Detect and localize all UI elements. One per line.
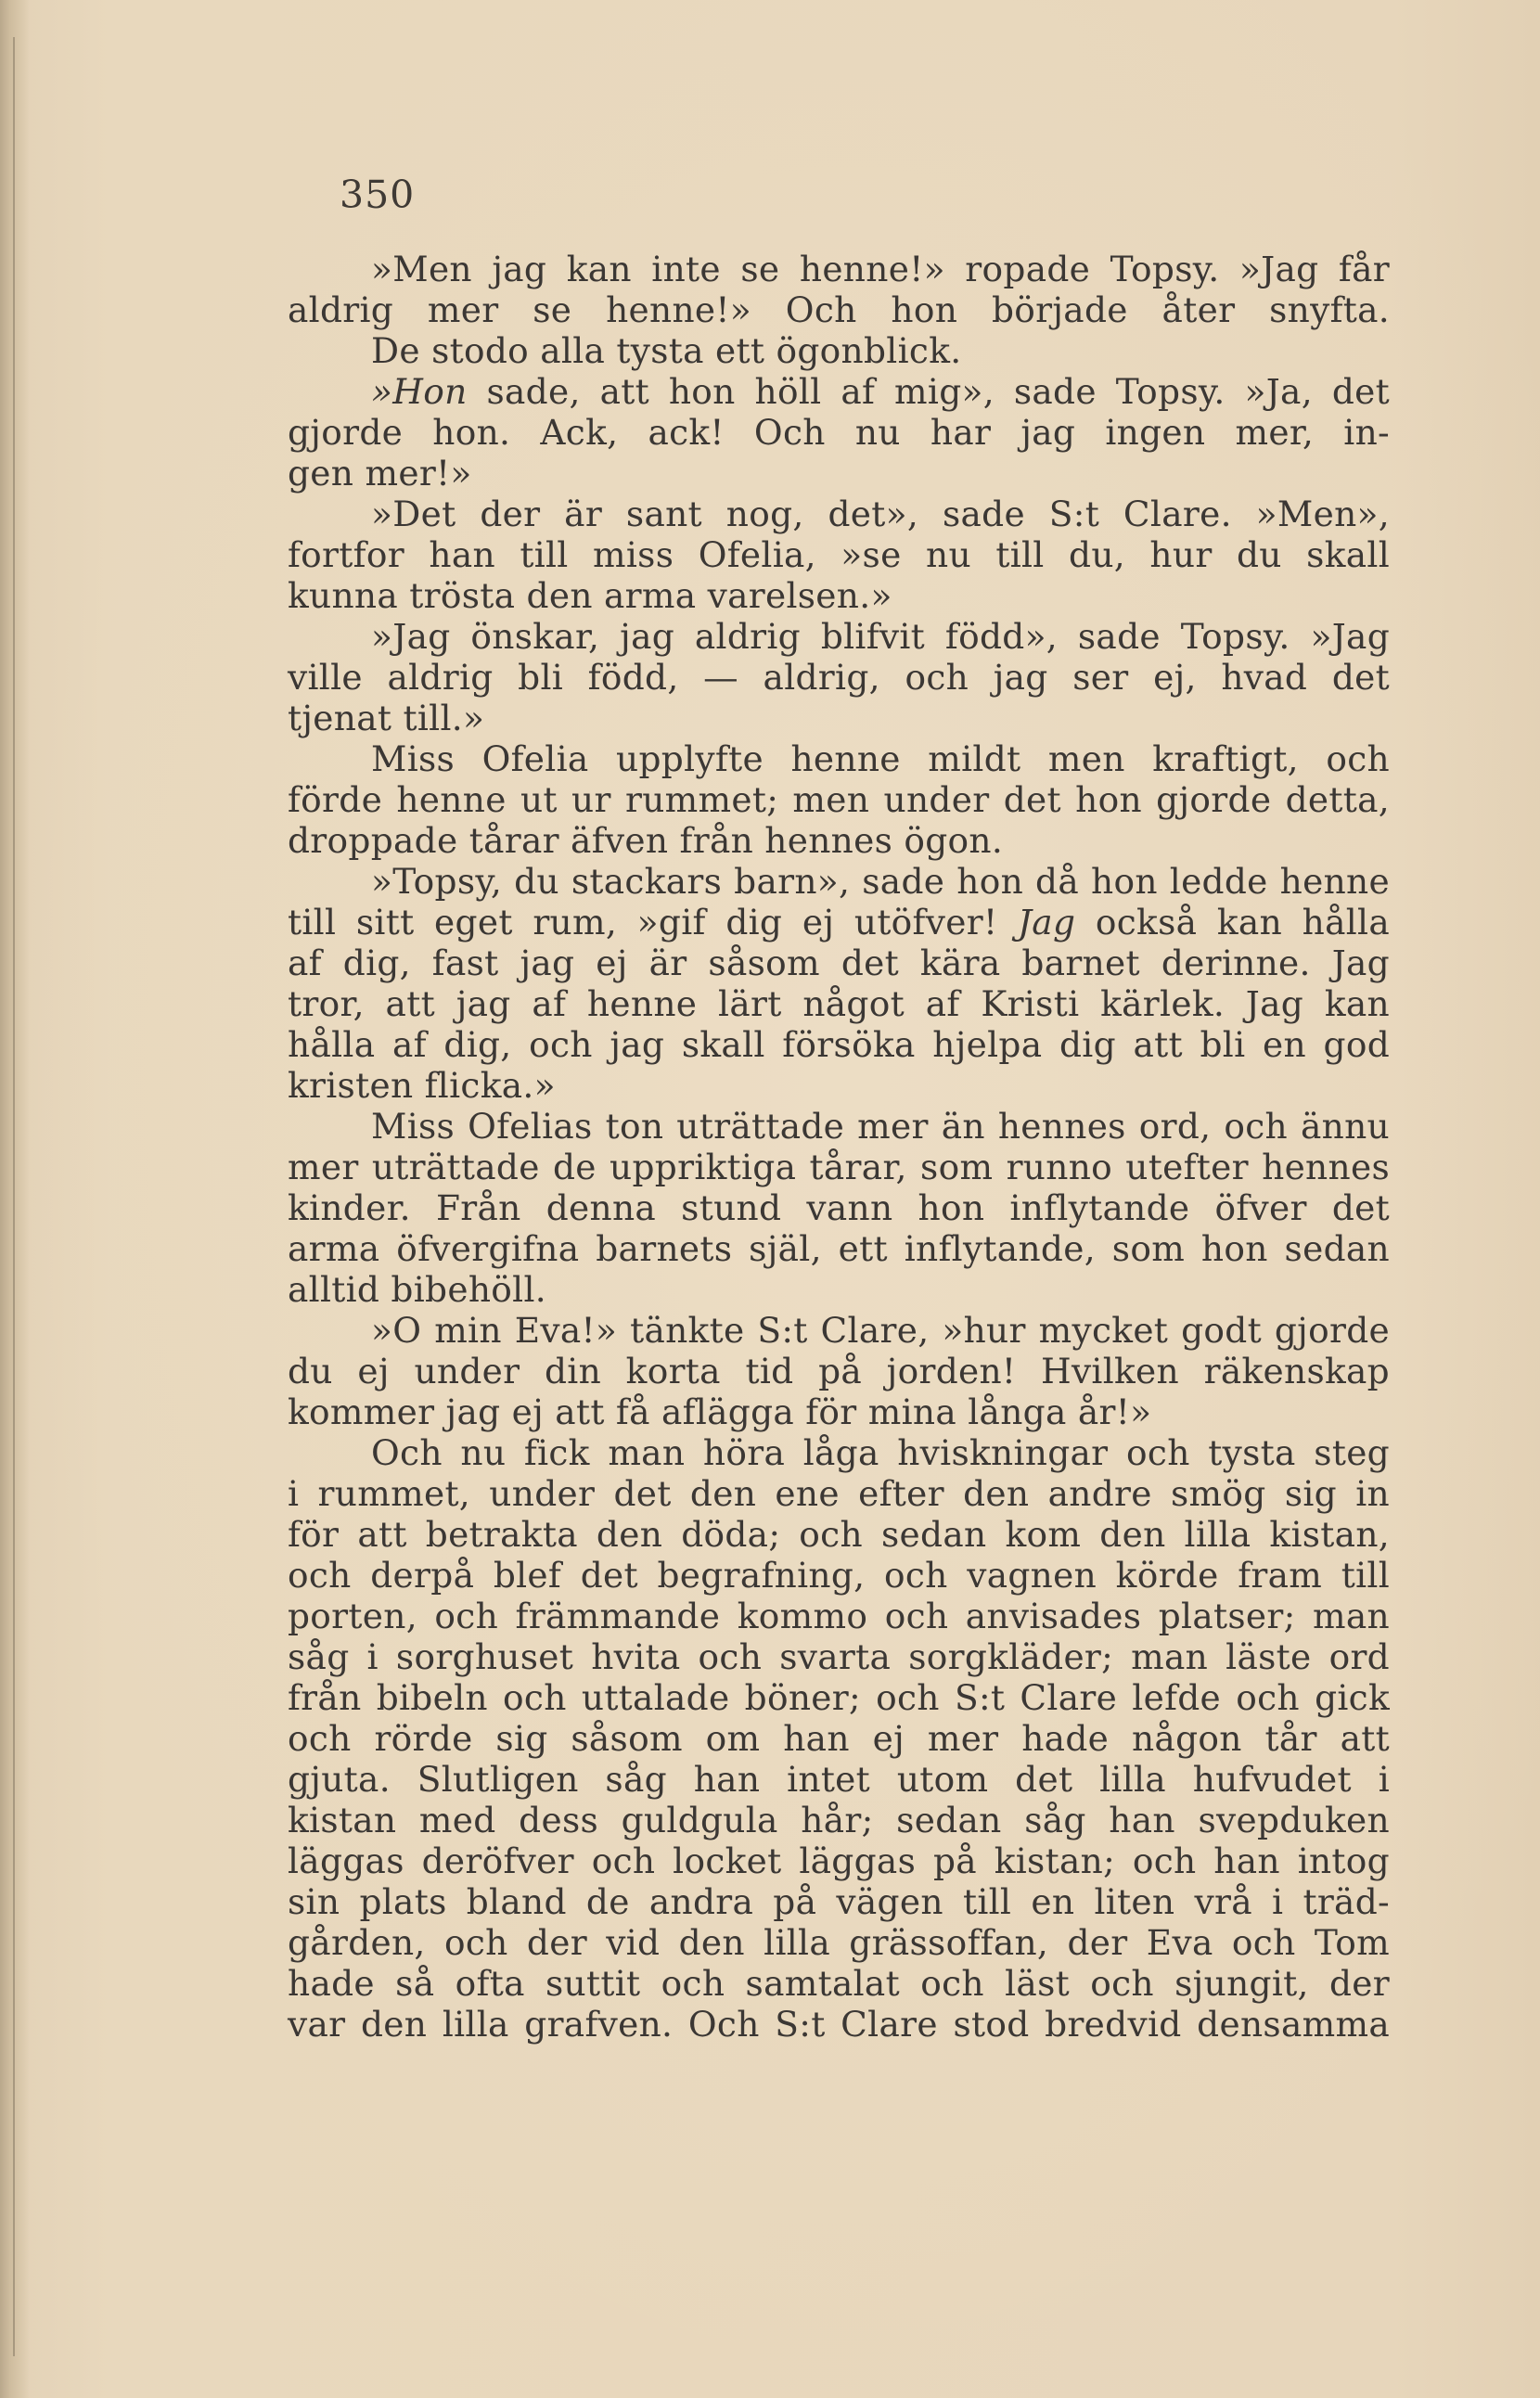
text-line: »Jag önskar, jag aldrig blifvit född», sade Topsy. »Jag bbox=[371, 616, 1390, 657]
text-line: Miss Ofelias ton uträttade mer än hennes ord, och ännu bbox=[371, 1106, 1390, 1147]
text-line: fortfor han till miss Ofelia, »se nu till du, hur du skall bbox=[288, 534, 1390, 575]
text-line: kommer jag ej att få aflägga för mina långa år!» bbox=[288, 1391, 1152, 1432]
text-line: af dig, fast jag ej är såsom det kära barnet derinne. Jag bbox=[288, 943, 1390, 983]
text-line: alltid bibehöll. bbox=[288, 1269, 546, 1310]
text-line: kinder. Från denna stund vann hon inflytande öfver det bbox=[288, 1187, 1390, 1228]
text-line bbox=[288, 371, 1390, 412]
text-line: hålla af dig, och jag skall försöka hjelpa dig att bli en god bbox=[288, 1024, 1390, 1065]
text-line: såg i sorghuset hvita och svarta sorgkläder; man läste ord bbox=[288, 1636, 1390, 1677]
text-line: droppade tårar äfven från hennes ögon. bbox=[288, 820, 1004, 861]
text-line: och derpå blef det begrafning, och vagnen körde fram till bbox=[288, 1555, 1390, 1596]
text-line: hade så ofta suttit och samtalat och läst och sjungit, der bbox=[288, 1963, 1390, 2004]
text-line: aldrig mer se henne!» Och hon började åter snyfta. bbox=[288, 289, 1390, 330]
text-line-end: också kan hålla bbox=[1095, 902, 1390, 943]
text-line: porten, och främmande kommo och anvisades platser; man bbox=[288, 1596, 1390, 1636]
text-line: gen mer!» bbox=[288, 453, 472, 494]
text-line: »Det der är sant nog, det», sade S:t Clare. »Men», bbox=[371, 494, 1390, 534]
text-line: sin plats bland de andra på vägen till en liten vrå i träd- bbox=[288, 1881, 1390, 1922]
text-line: gjuta. Slutligen såg han intet utom det lilla hufvudet i bbox=[288, 1759, 1390, 1800]
text-line: gjorde hon. Ack, ack! Och nu har jag ingen mer, in- bbox=[288, 412, 1390, 453]
italic-word: Jag bbox=[1017, 902, 1076, 943]
text-line: var den lilla grafven. Och S:t Clare stod bredvid densamma bbox=[288, 2004, 1390, 2045]
text-line: Och nu fick man höra låga hviskningar och tysta steg bbox=[371, 1432, 1390, 1473]
text-line: läggas deröfver och locket läggas på kistan; och han intog bbox=[288, 1840, 1390, 1881]
text-line: ville aldrig bli född, — aldrig, och jag ser ej, hvad det bbox=[288, 657, 1390, 698]
text-line: De stodo alla tysta ett ögonblick. bbox=[371, 330, 962, 371]
italic-word: »Hon bbox=[371, 371, 468, 412]
page-number: 350 bbox=[340, 173, 416, 217]
text-line bbox=[288, 902, 1390, 943]
body-text bbox=[288, 249, 1390, 2045]
text-line: »Topsy, du stackars barn», sade hon då hon ledde henne bbox=[371, 861, 1390, 902]
text-line-rest: sade, att hon höll af mig», sade Topsy. »Ja, det bbox=[486, 371, 1390, 412]
text-line: tror, att jag af henne lärt något af Kristi kärlek. Jag kan bbox=[288, 983, 1390, 1024]
text-line: för att betrakta den döda; och sedan kom den lilla kistan, bbox=[288, 1514, 1390, 1555]
text-line: och rörde sig såsom om han ej mer hade någon tår att bbox=[288, 1718, 1390, 1759]
text-line: »Men jag kan inte se henne!» ropade Topsy. »Jag får bbox=[371, 249, 1390, 289]
text-line-start: till sitt eget rum, »gif dig ej utöfver! bbox=[288, 902, 998, 943]
text-line: kistan med dess guldgula hår; sedan såg han svepduken bbox=[288, 1800, 1390, 1840]
text-line: du ej under din korta tid på jorden! Hvilken räkenskap bbox=[288, 1351, 1390, 1391]
text-line: i rummet, under det den ene efter den andre smög sig in bbox=[288, 1473, 1390, 1514]
text-line: »O min Eva!» tänkte S:t Clare, »hur mycket godt gjorde bbox=[371, 1310, 1390, 1351]
text-line: förde henne ut ur rummet; men under det hon gjorde detta, bbox=[288, 779, 1390, 820]
text-line: mer uträttade de uppriktiga tårar, som runno utefter hennes bbox=[288, 1147, 1390, 1187]
text-line: kristen flicka.» bbox=[288, 1065, 556, 1106]
text-line: tjenat till.» bbox=[288, 698, 485, 738]
page-spine-shadow bbox=[0, 0, 30, 2398]
text-line: arma öfvergifna barnets själ, ett inflytande, som hon sedan bbox=[288, 1228, 1390, 1269]
text-line: gården, och der vid den lilla grässoffan, der Eva och Tom bbox=[288, 1922, 1390, 1963]
binding-edge-line bbox=[13, 37, 15, 2356]
text-line: kunna trösta den arma varelsen.» bbox=[288, 575, 892, 616]
text-line: från bibeln och uttalade böner; och S:t Clare lefde och gick bbox=[288, 1677, 1390, 1718]
text-line: Miss Ofelia upplyfte henne mildt men kraftigt, och bbox=[371, 738, 1390, 779]
